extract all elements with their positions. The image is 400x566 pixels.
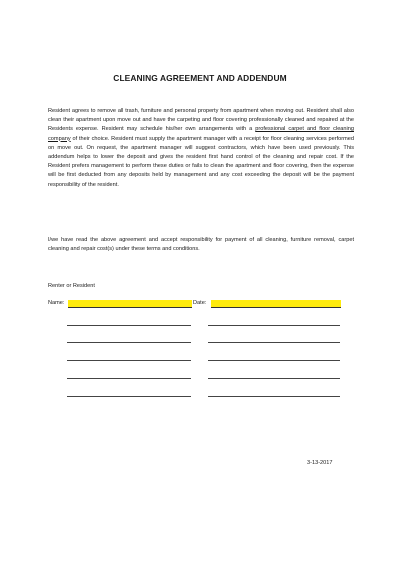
agreement-text-part2: of their choice. Resident must supply the apartment manager with a receipt for floor cleaning services performed on move out. On request, the apartment manager will suggest contractors, which have been used previously. This addendum helps to lower the deposit and gives the resident first hand control of the cleaning and repair cost. If the Resident prefers management to perform these duties or fails to clean the apartment and floor covering, then the expense will be first deducted from any deposits held by management and any cost exceeding the deposit will be the payment responsibility of the resident. [48, 135, 354, 188]
signature-line-right[interactable] [208, 360, 340, 361]
signature-row [48, 299, 344, 308]
date-field[interactable] [211, 300, 341, 308]
document-title: CLEANING AGREEMENT AND ADDENDUM [113, 73, 287, 83]
signature-line-right[interactable] [208, 325, 340, 326]
name-label: Name: [48, 300, 65, 306]
signature-line-left[interactable] [67, 342, 191, 343]
acknowledgement-paragraph: I/we have read the above agreement and accept responsibility for payment of all cleaning, furniture removal, carpet cleaning and repair cost(s) under these terms and conditions. [48, 237, 354, 253]
signature-line-left[interactable] [67, 360, 191, 361]
signature-line-right[interactable] [208, 378, 340, 379]
signature-line-right[interactable] [208, 396, 340, 397]
agreement-paragraph [48, 107, 354, 190]
name-field[interactable] [68, 300, 192, 308]
date-label: Date: [193, 300, 207, 306]
signature-line-left[interactable] [67, 396, 191, 397]
renter-label: Renter or Resident [48, 283, 95, 289]
signature-line-left[interactable] [67, 325, 191, 326]
signature-line-left[interactable] [67, 378, 191, 379]
agreement-text-part1: Resident agrees to remove all trash, furniture and personal property from apartment when moving out. Resident shall also clean their apartment upon move out and have the carpeting and floor covering professionally cleaned and repaired at the Residents expense. Resident may schedule his/her own arrangements with a [48, 108, 354, 133]
signature-line-right[interactable] [208, 342, 340, 343]
document-date: 3-13-2017 [307, 460, 333, 466]
cleaning-company-text: professional carpet and floor cleaning company [48, 126, 354, 142]
